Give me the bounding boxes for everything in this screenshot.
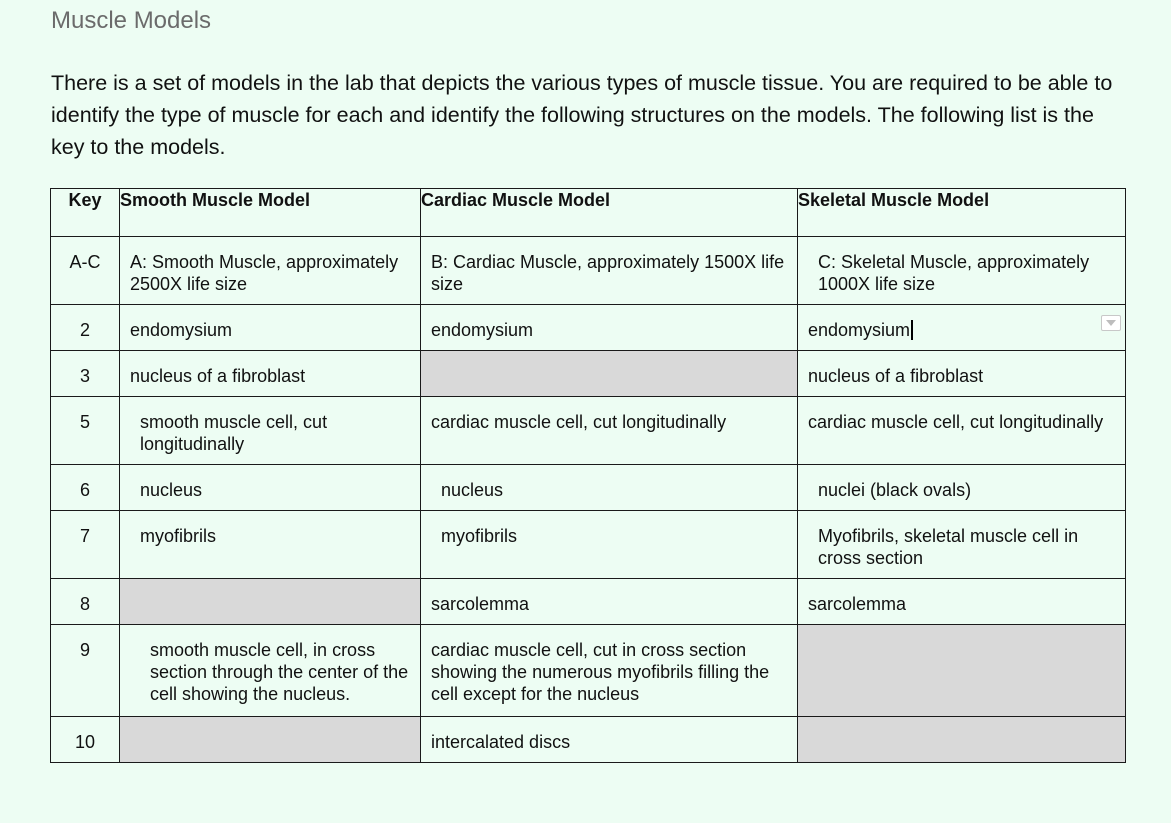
table-row [51,579,1126,625]
key-cell[interactable]: 5 [51,397,120,465]
skeletal-cell[interactable]: sarcolemma [798,579,1126,625]
table-row [51,511,1126,579]
table-row [51,305,1126,351]
cardiac-cell[interactable]: nucleus [421,465,798,511]
smooth-cell[interactable]: myofibrils [120,511,421,579]
key-cell[interactable]: 9 [51,625,120,717]
chevron-down-icon [1106,320,1116,326]
cell-dropdown-button[interactable] [1101,315,1121,331]
text-cursor [911,320,913,340]
cardiac-cell[interactable]: myofibrils [421,511,798,579]
skeletal-cell[interactable]: nucleus of a fibroblast [798,351,1126,397]
table-row [51,717,1126,763]
skeletal-cell-empty[interactable] [798,625,1126,717]
skeletal-cell[interactable]: nuclei (black ovals) [798,465,1126,511]
intro-paragraph: There is a set of models in the lab that depicts the various types of muscle tissue. You are required to be able to identify the type of muscle for each and identify the following structures on the models. The following list is the key to the models. [51,71,1113,159]
smooth-cell[interactable]: endomysium [120,305,421,351]
smooth-cell[interactable]: nucleus of a fibroblast [120,351,421,397]
header-key: Key [51,189,120,237]
table-header-row [51,189,1126,237]
key-cell[interactable]: A-C [51,237,120,305]
smooth-cell[interactable]: nucleus [120,465,421,511]
cardiac-cell[interactable]: sarcolemma [421,579,798,625]
skeletal-cell[interactable]: C: Skeletal Muscle, approximately 1000X life size [798,237,1126,305]
key-cell[interactable]: 3 [51,351,120,397]
table-row [51,351,1126,397]
cardiac-cell[interactable]: B: Cardiac Muscle, approximately 1500X life size [421,237,798,305]
key-cell[interactable]: 8 [51,579,120,625]
table-row [51,237,1126,305]
page-title: Muscle Models [51,7,212,34]
cardiac-cell[interactable]: cardiac muscle cell, cut in cross section showing the numerous myofibrils filling the cell except for the nucleus [421,625,798,717]
skeletal-cell-active[interactable] [798,305,1126,351]
smooth-cell-empty[interactable] [120,717,421,763]
smooth-cell[interactable]: smooth muscle cell, cut longitudinally [120,397,421,465]
key-cell[interactable]: 6 [51,465,120,511]
muscle-models-table [50,188,1126,763]
cardiac-cell[interactable]: intercalated discs [421,717,798,763]
skeletal-cell-empty[interactable] [798,717,1126,763]
key-cell[interactable]: 2 [51,305,120,351]
cardiac-cell[interactable]: endomysium [421,305,798,351]
cardiac-cell-empty[interactable] [421,351,798,397]
key-cell[interactable]: 10 [51,717,120,763]
skeletal-cell[interactable]: cardiac muscle cell, cut longitudinally [798,397,1126,465]
header-smooth: Smooth Muscle Model [120,189,421,237]
smooth-cell[interactable]: smooth muscle cell, in cross section through the center of the cell showing the nucleus. [120,625,421,717]
key-cell[interactable]: 7 [51,511,120,579]
table-row [51,397,1126,465]
cardiac-cell[interactable]: cardiac muscle cell, cut longitudinally [421,397,798,465]
smooth-cell-empty[interactable] [120,579,421,625]
header-cardiac: Cardiac Muscle Model [421,189,798,237]
skeletal-cell-text: endomysium [808,320,911,340]
header-skeletal: Skeletal Muscle Model [798,189,1126,237]
table-row [51,465,1126,511]
skeletal-cell[interactable]: Myofibrils, skeletal muscle cell in cross section [798,511,1126,579]
table-row [51,625,1126,717]
smooth-cell[interactable]: A: Smooth Muscle, approximately 2500X life size [120,237,421,305]
